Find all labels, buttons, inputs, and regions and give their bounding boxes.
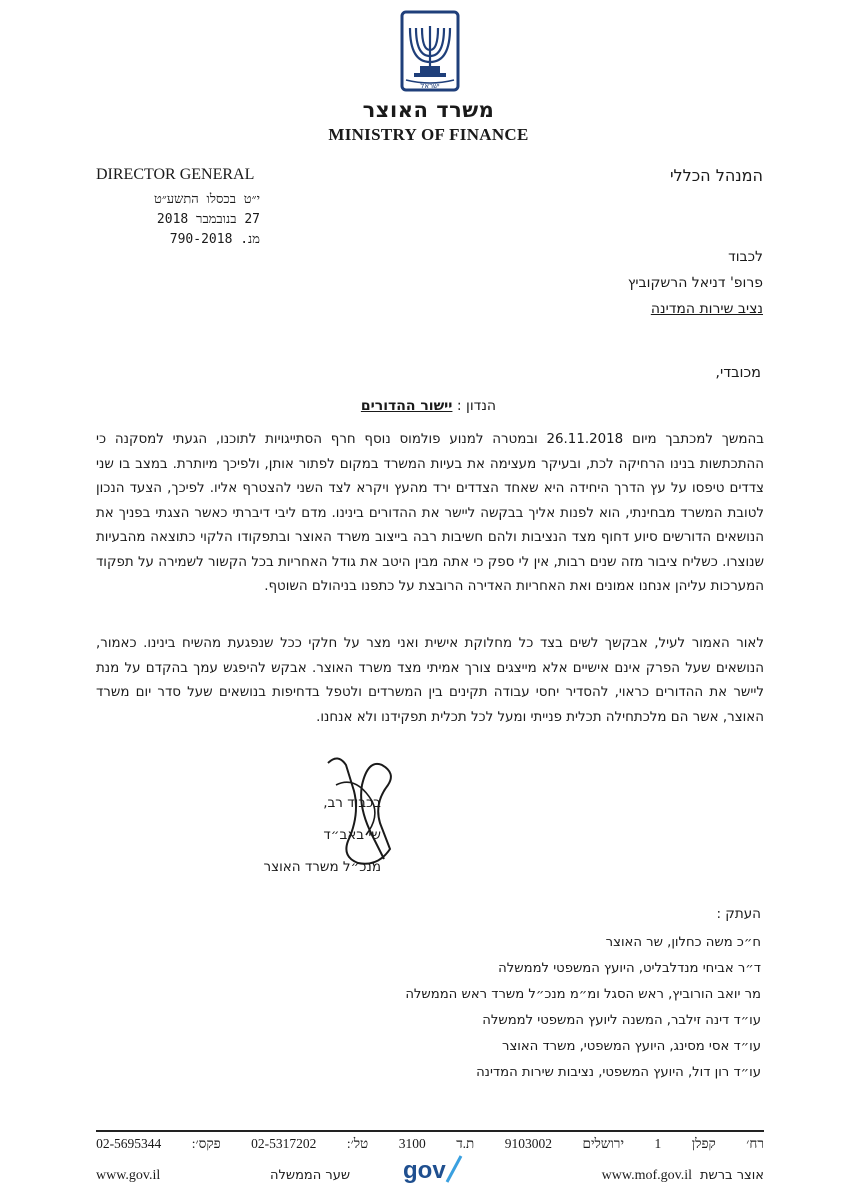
footer-fax-label: פקס׳: [191,1136,221,1151]
greeting: מכובדי, [715,365,761,381]
footer-address [96,1136,764,1152]
addressee-name: פרופ' דניאל הרשקוביץ [627,275,763,291]
cc-recipient: עו״ד אסי מסינג, היועץ המשפטי, משרד האוצר [502,1039,761,1054]
footer-street-number: 1 [654,1136,662,1151]
body-paragraph-1: בהמשך למכתבך מיום 26.11.2018 ובמטרה למנוע פולמוס נוסף חרף הסתייגויות לתוכנו, הגעתי למסקנה כי ההתכתשות בנינו הרחיקה לכת, ובעיקר מעצימה את בעיות המשרד במקום לפתור אותן, ולפיכך מיותרת. במצב בו שני צדדים טיפסו על עץ הדרך היחידה היא שאחד הצדדים ירד מהעץ ויקרא לצד השני להצטרף אליו. לפיכך, הצעד הנכון לטובת המשרד מבחינתי, הוא לפנות אליך בבקשה ליישר את ההדורים בינינו. מדם ליבי דיברתי כאשר הצגתי בפניך את הנושאים הדורשים סיוע דחוף מצד הנציבות ולהם חשיבות רבה בייצוב משרד האוצר ובתפקודו הלקוי כתוצאה מהבעיות שנוצרו. כשליח ציבור מזה שנים רבות, אין לי ספק כי אתה מבין היטב את גודל האחריות בכל הקשור לשמירה על תפקוד המערכות עליהן אנחנו אמונים ואת האחריות האדירה הרובצת על כתפנו בניהולם השוטף. [96,432,764,594]
ministry-name-english: MINISTRY OF FINANCE [328,125,529,144]
footer-zip: 9103002 [504,1136,553,1151]
cc-recipient: עו״ד דינה זילבר, המשנה ליועץ המשפטי לממשלה [482,1013,761,1028]
cc-recipient: ח״כ משה כחלון, שר האוצר [605,935,761,950]
gov-logo-icon [399,1152,465,1188]
closing-name: שי באב״ד [323,827,381,843]
footer-po: 3100 [398,1136,426,1151]
subject-prefix: הנדון : [456,398,497,414]
footer-fax: 02-5695344 [96,1136,162,1151]
ministry-name-hebrew: משרד האוצר [362,98,495,122]
date-block [120,190,260,250]
gregorian-date: 27 בנובמבר 2018 [156,212,260,227]
footer-city: ירושלים [582,1136,624,1151]
reference-number: מנ. 790-2018 [169,232,260,247]
subject-text: יישור ההדורים [360,398,453,414]
addressee-block [628,244,763,322]
footer-divider [96,1130,764,1132]
footer-po-label: ת.ד [456,1136,475,1151]
cc-recipient: מר יואב הורוביץ, ראש הסגל ומ״מ מנכ״ל משרד ראש הממשלה [405,987,761,1002]
footer-street-label: רח׳ [746,1136,764,1151]
closing-role: מנכ״ל משרד האוצר [263,859,381,875]
cc-title: העתק : [716,906,761,922]
gov-website-link[interactable]: www.gov.il [96,1168,161,1183]
subject-line [0,398,857,414]
mof-website-label: אוצר ברשת [699,1168,764,1183]
addressee-title: נציב שירות המדינה [650,301,763,317]
hebrew-date: י״ט בכסלו התשע״ט [153,192,260,207]
cc-recipient: עו״ד רון דול, היועץ המשפטי, נציבות שירות המדינה [476,1065,761,1080]
director-general-hebrew: המנהל הכללי [669,166,763,185]
gov-website-label: שער הממשלה [270,1168,351,1183]
footer-street: קפלן [691,1136,716,1151]
state-emblem-icon [400,10,460,92]
mof-website-link[interactable]: www.mof.gov.il [601,1168,692,1183]
addressee-to: לכבוד [728,249,763,265]
closing-block [263,787,381,883]
footer-tel: 02-5317202 [251,1136,317,1151]
emblem-label: ישראל [420,82,440,90]
closing-regards: בכבוד רב, [323,795,381,811]
cc-list [405,930,761,1086]
cc-recipient: ד״ר אביחי מנדלבליט, היועץ המשפטי לממשלה [498,961,761,976]
body-paragraph-2: לאור האמור לעיל, אבקשך לשים בצד כל מחלוקת אישית ואני מצר על חלקי ככל שנפגעת מהשיח בינינו. כאמור, הנושאים שעל הפרק אינם אישיים אלא מייצגים צורך אמיתי מצד משרד האוצר. אבקש להיפגש עמך בהקדם על מנת ליישר את ההדורים כראוי, להסדיר יחסי עבודה תקינים בין המשרדים ולטפל בדחיפות בנושאים שעל סדר יום משרד האוצר, אשר הם מלכתחילה תכלית פנייתי ומעל לכל תכלית תפקידנו ולא אנחנו. [96,636,764,725]
gov-logo-text: gov [403,1157,446,1184]
director-general-english: DIRECTOR GENERAL [96,166,255,183]
footer-tel-label: טל׳: [346,1136,369,1151]
